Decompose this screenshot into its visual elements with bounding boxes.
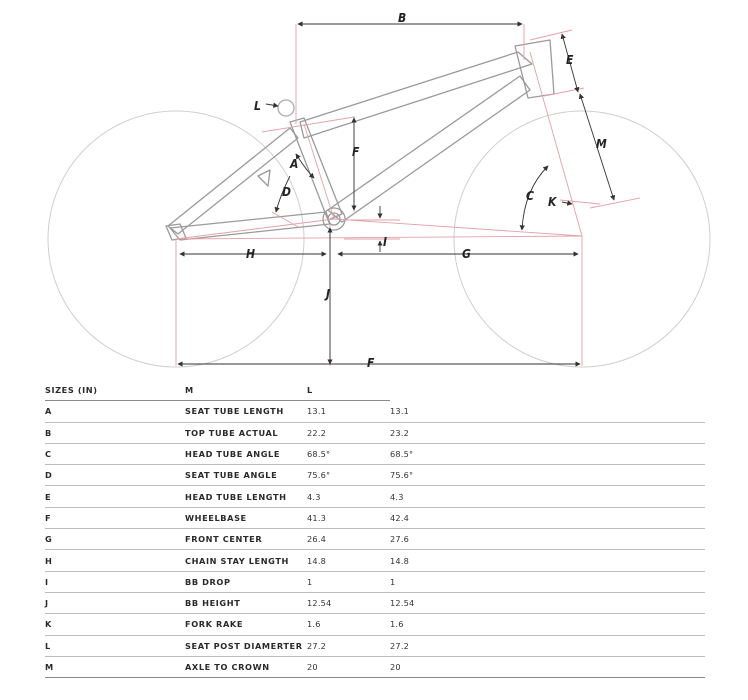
row-key: D (45, 465, 185, 486)
row-key: H (45, 550, 185, 571)
row-key: A (45, 401, 185, 422)
size-l-value: 20 (390, 656, 705, 677)
size-m-value: 41.3 (307, 507, 390, 528)
dim-label-a: A (290, 157, 299, 171)
sizes-header: SIZES (IN) (45, 380, 185, 401)
size-l-value: 14.8 (390, 550, 705, 571)
table-row (45, 465, 705, 486)
size-l-value: 12.54 (390, 592, 705, 613)
row-name: BB HEIGHT (185, 592, 307, 613)
table-row (45, 443, 705, 464)
size-l-value: 68.5° (390, 443, 705, 464)
row-key: J (45, 592, 185, 613)
bike-frame (166, 40, 554, 240)
dim-label-c: C (526, 189, 534, 203)
dim-label-m: M (596, 137, 607, 151)
row-name: SEAT POST DIAMERTER (185, 635, 307, 656)
table-row (45, 401, 705, 422)
size-l-value: 27.2 (390, 635, 705, 656)
size-l-value: 75.6° (390, 465, 705, 486)
size-l-header: L (307, 380, 390, 401)
size-l-value: 27.6 (390, 529, 705, 550)
dim-label-f-wheelbase: F (367, 356, 375, 370)
size-m-header: M (185, 380, 307, 401)
table-row (45, 529, 705, 550)
row-name: HEAD TUBE ANGLE (185, 443, 307, 464)
dimension-lines (178, 24, 614, 364)
row-name: WHEELBASE (185, 507, 307, 528)
size-m-value: 1.6 (307, 614, 390, 635)
size-l-value: 4.3 (390, 486, 705, 507)
size-m-value: 13.1 (307, 401, 390, 422)
size-m-value: 22.2 (307, 422, 390, 443)
row-key: B (45, 422, 185, 443)
geometry-guides (176, 24, 640, 366)
row-key: K (45, 614, 185, 635)
size-l-value: 42.4 (390, 507, 705, 528)
geometry-table (45, 380, 705, 678)
dim-label-b: B (398, 11, 407, 25)
row-key: E (45, 486, 185, 507)
size-l-value: 1 (390, 571, 705, 592)
size-m-value: 1 (307, 571, 390, 592)
row-name: TOP TUBE ACTUAL (185, 422, 307, 443)
dim-label-i: I (383, 235, 388, 249)
table-row (45, 614, 705, 635)
size-m-value: 26.4 (307, 529, 390, 550)
dim-label-k: K (548, 195, 557, 209)
dim-label-f-vertical: F (352, 145, 360, 159)
size-m-value: 14.8 (307, 550, 390, 571)
row-name: BB DROP (185, 571, 307, 592)
row-key: L (45, 635, 185, 656)
table-row (45, 486, 705, 507)
size-l-value: 13.1 (390, 401, 705, 422)
row-key: I (45, 571, 185, 592)
row-name: SEAT TUBE LENGTH (185, 401, 307, 422)
table-header-row (45, 380, 705, 401)
dim-label-g: G (462, 247, 471, 261)
table-row (45, 571, 705, 592)
row-key: M (45, 656, 185, 677)
size-m-value: 68.5° (307, 443, 390, 464)
row-key: C (45, 443, 185, 464)
dim-label-d: D (282, 185, 291, 199)
table-row (45, 592, 705, 613)
size-m-value: 27.2 (307, 635, 390, 656)
size-l-value: 23.2 (390, 422, 705, 443)
size-l-value: 1.6 (390, 614, 705, 635)
table-row (45, 550, 705, 571)
row-name: AXLE TO CROWN (185, 656, 307, 677)
row-name: FORK RAKE (185, 614, 307, 635)
table-row (45, 507, 705, 528)
table-body (45, 401, 705, 678)
size-m-value: 4.3 (307, 486, 390, 507)
dim-label-e: E (566, 53, 574, 67)
size-m-value: 20 (307, 656, 390, 677)
table-row (45, 635, 705, 656)
row-name: SEAT TUBE ANGLE (185, 465, 307, 486)
row-name: FRONT CENTER (185, 529, 307, 550)
size-m-value: 75.6° (307, 465, 390, 486)
dim-label-l: L (254, 99, 261, 113)
table-row (45, 656, 705, 677)
row-name: HEAD TUBE LENGTH (185, 486, 307, 507)
dim-label-h: H (246, 247, 256, 261)
dim-label-j: J (326, 287, 331, 301)
row-key: F (45, 507, 185, 528)
table-row (45, 422, 705, 443)
row-name: CHAIN STAY LENGTH (185, 550, 307, 571)
row-key: G (45, 529, 185, 550)
size-m-value: 12.54 (307, 592, 390, 613)
